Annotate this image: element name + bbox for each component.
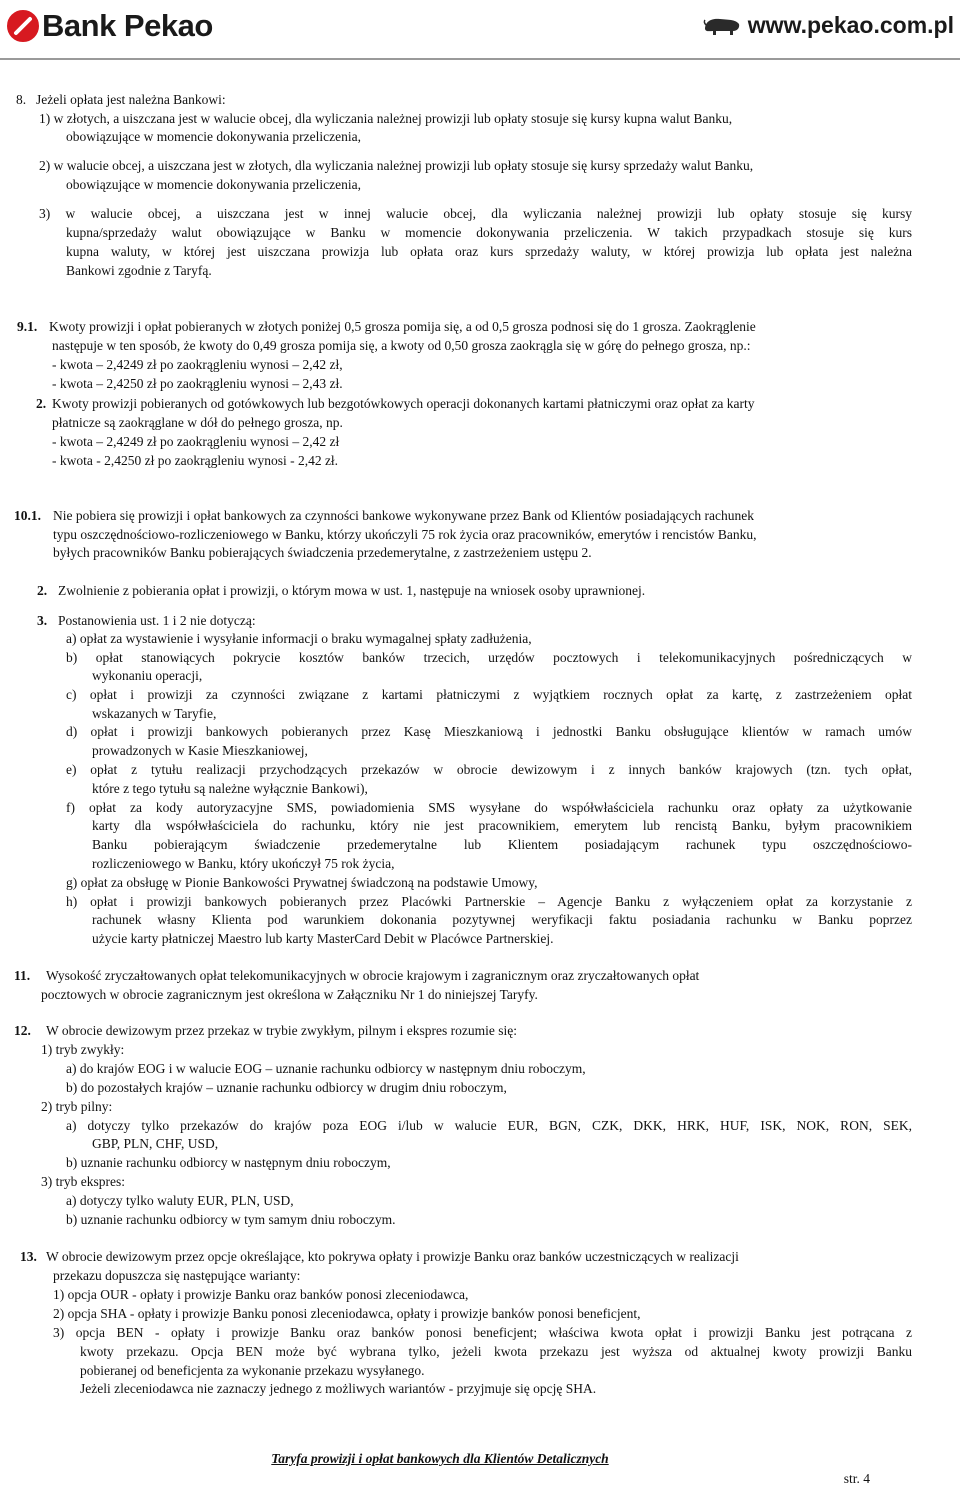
list-item: a) opłat za wystawienie i wysyłanie informacji o braku wymagalnej spłaty zadłużenia, [66, 631, 532, 646]
list-item: g) opłat za obsługę w Pionie Bankowości Prywatnej świadczoną na podstawie Umowy, [66, 875, 538, 890]
list-item: Banku pobierającym świadczenie przedemerytalne lub Klientem posiadającym rachunek typu oszczędnościowo- [92, 837, 912, 852]
list-item: kwoty przekazu. Opcja BEN może być wybrana tylko, jeżeli kwota przekazu jest wyższa od aktualnej kwoty prowizji Banku [80, 1344, 912, 1359]
list-item: 1) tryb zwykły: [41, 1042, 125, 1057]
list-item: Jeżeli zleceniodawca nie zaznaczy jednego z możliwych wariantów - przyjmuje się opcję SHA. [80, 1381, 597, 1396]
section-number: 10.1. [14, 508, 41, 523]
list-item: h) opłat i prowizji bankowych pobieranych przez Placówki Partnerskie – Agencje Banku z wyłączeniem opłat za korzystanie z [66, 894, 912, 909]
footer-title: Taryfa prowizji i opłat bankowych dla Klientów Detalicznych [271, 1451, 609, 1466]
list-item: wskazanych w Taryfie, [92, 706, 217, 721]
list-item: rozliczeniowego w Banku, który ukończył 75 rok życia, [92, 856, 395, 871]
paragraph-line: - kwota - 2,4250 zł po zaokrągleniu wynosi - 2,42 zł. [52, 453, 339, 468]
paragraph-line: następuje w ten sposób, że kwoty do 0,49 grosza pomija się, a kwoty od 0,50 grosza zaokrągla się w górę do pełnego grosza, np.: [52, 338, 751, 353]
paragraph-line: płatnicze są zaokrąglane w dół do pełnego grosza, np. [52, 415, 343, 430]
list-item: 1) opcja OUR - opłaty i prowizje Banku oraz banków ponosi zleceniodawca, [53, 1287, 469, 1302]
section-number: 11. [14, 968, 31, 983]
list-item: GBP, PLN, CHF, USD, [92, 1136, 219, 1151]
paragraph-line: W obrocie dewizowym przez przekaz w trybie zwykłym, pilnym i ekspres rozumie się: [46, 1023, 517, 1038]
list-item: które z tego tytułu są należne wyłącznie Bankowi), [92, 781, 368, 796]
list-item: karty dla współwłaściciela do rachunku, który nie jest pracownikiem, emerytem lub rencistą Banku, byłym pracownikiem [92, 818, 912, 833]
paragraph-line: 1) w złotych, a uiszczana jest w walucie obcej, dla wyliczania należnej prowizji lub opłaty stosuje się kursy kupna walut Banku, [39, 111, 733, 126]
list-item: prowadzonych w Kasie Mieszkaniowej, [92, 743, 308, 758]
brand-name: Bank Pekao [42, 8, 213, 43]
paragraph-line: typu oszczędnościowo-rozliczeniowego w Banku, którzy ukończyli 75 rok życia oraz pracowników, emerytów i rencistów Banku, [53, 527, 757, 542]
paragraph-line: Zwolnienie z pobierania opłat i prowizji, o którym mowa w ust. 1, następuje na wniosek osoby uprawnionej. [58, 583, 646, 598]
list-item: 2) tryb pilny: [41, 1099, 113, 1114]
paragraph-line: 3) w walucie obcej, a uiszczana jest w innej walucie obcej, dla wyliczania należnej prowizji lub opłaty stosuje się kursy [39, 206, 912, 221]
paragraph-line: - kwota – 2,4249 zł po zaokrągleniu wynosi – 2,42 zł, [52, 357, 343, 372]
paragraph-line: Nie pobiera się prowizji i opłat bankowych za czynności bankowe wykonywane przez Bank od Klientów posiadających rachunek [53, 508, 755, 523]
list-item: użycie karty płatniczej Maestro lub karty MasterCard Debit w Placówce Partnerskiej. [92, 931, 554, 946]
paragraph-line: kupna waluty, w której jest uiszczana prowizja lub opłata oraz kurs sprzedaży waluty, w której prowizja lub opłata jest należna [66, 244, 912, 259]
paragraph-line: kupna/sprzedaży walut obowiązujące w Banku w momencie dokonywania przeliczenia. W takich przypadkach stosuje się kurs [66, 225, 912, 240]
list-item: a) do krajów EOG i w walucie EOG – uznanie rachunku odbiorcy w następnym dniu roboczym, [66, 1061, 586, 1076]
list-item: 3) opcja BEN - opłaty i prowizje Banku oraz banków ponosi beneficjent; właściwa kwota opłat i prowizji Banku jest potrącana z [53, 1325, 912, 1340]
list-item: b) uznanie rachunku odbiorcy w następnym dniu roboczym, [66, 1155, 391, 1170]
section-number: 2. [36, 396, 47, 411]
paragraph-line: Postanowienia ust. 1 i 2 nie dotyczą: [58, 613, 256, 628]
paragraph-line: - kwota – 2,4250 zł po zaokrągleniu wynosi – 2,43 zł. [52, 376, 343, 391]
list-item: f) opłat za kody autoryzacyjne SMS, powiadomienia SMS wysyłane do współwłaściciela rachunku oraz opłaty za użytkowanie [66, 800, 912, 815]
section-8-heading: Jeżeli opłata jest należna Bankowi: [36, 92, 226, 107]
list-item: d) opłat i prowizji bankowych pobieranych przez Kasę Mieszkaniową i jednostki Banku obsługujące klientów w ramach umów [66, 724, 912, 739]
list-item: c) opłat i prowizji za czynności związane z kartami płatniczymi z wyjątkiem rocznych opłat za kartę, z zastrzeżeniem opłat [66, 687, 912, 702]
paragraph-line: W obrocie dewizowym przez opcje określające, kto pokrywa opłaty i prowizje Banku oraz banków uczestniczących w realizacji [46, 1249, 739, 1264]
list-item: b) uznanie rachunku odbiorcy w tym samym dniu roboczym. [66, 1212, 396, 1227]
list-item: rachunek własny Klienta pod warunkiem dokonania pozytywnej weryfikacji faktu posiadania rachunku w Banku poprzez [92, 912, 912, 927]
website-url: www.pekao.com.pl [747, 12, 954, 38]
paragraph-line: Kwoty prowizji i opłat pobieranych w złotych poniżej 0,5 grosza pomija się, a od 0,5 grosza podnosi się do 1 grosza. Zaokrąglenie [49, 319, 756, 334]
paragraph-line: przekazu dopuszcza się następujące warianty: [53, 1268, 301, 1283]
paragraph-line: byłych pracowników Banku pobierających świadczenia przedemerytalne, z zastrzeżeniem ustępu 2. [53, 545, 592, 560]
paragraph-line: - kwota – 2,4249 zł po zaokrągleniu wynosi – 2,42 zł [52, 434, 340, 449]
section-number: 9.1. [17, 319, 38, 334]
list-item: a) dotyczy tylko przekazów do krajów poza EOG i/lub w walucie EUR, BGN, CZK, DKK, HRK, HUF, ISK, NOK, RON, SEK, [66, 1118, 912, 1133]
paragraph-line: pocztowych w obrocie zagranicznym jest określona w Załączniku Nr 1 do niniejszej Taryfy. [41, 987, 538, 1002]
paragraph-line: Bankowi zgodnie z Taryfą. [66, 263, 212, 278]
paragraph-line: 2) w walucie obcej, a uiszczana jest w złotych, dla wyliczania należnej prowizji lub opłaty stosuje się kursy sprzedaży walut Banku, [39, 158, 754, 173]
list-item: pobieranej od beneficjenta za wykonanie przekazu wysyłanego. [80, 1363, 425, 1378]
list-item: e) opłat z tytułu realizacji przychodzących przekazów w obrocie dewizowym i z innych banków krajowych (tzn. tych opłat, [66, 762, 912, 777]
section-number: 2. [37, 583, 48, 598]
list-item: b) opłat stanowiących pokrycie kosztów banków trzecich, urzędów pocztowych i telekomunikacyjnych pośredniczących w [66, 650, 912, 665]
list-item: 3) tryb ekspres: [41, 1174, 125, 1189]
paragraph-line: Kwoty prowizji pobieranych od gotówkowych lub bezgotówkowych operacji dokonanych kartami płatniczymi oraz opłat za karty [52, 396, 755, 411]
list-item: 2) opcja SHA - opłaty i prowizje Banku ponosi zleceniodawca, opłaty i prowizje banków ponosi beneficjent, [53, 1306, 641, 1321]
paragraph-line: obowiązujące w momencie dokonywania przeliczenia, [66, 129, 361, 144]
paragraph-line: obowiązujące w momencie dokonywania przeliczenia, [66, 177, 361, 192]
list-item: a) dotyczy tylko waluty EUR, PLN, USD, [66, 1193, 294, 1208]
list-item: b) do pozostałych krajów – uznanie rachunku odbiorcy w drugim dniu roboczym, [66, 1080, 507, 1095]
section-number: 13. [20, 1249, 37, 1264]
section-number: 12. [14, 1023, 31, 1038]
section-number: 3. [37, 613, 48, 628]
section-number: 8. [16, 92, 27, 107]
page-number: str. 4 [843, 1471, 870, 1486]
list-item: wykonaniu operacji, [92, 668, 203, 683]
paragraph-line: Wysokość zryczałtowanych opłat telekomunikacyjnych w obrocie krajowym i zagranicznym oraz zryczałtowanych opłat [46, 968, 700, 983]
